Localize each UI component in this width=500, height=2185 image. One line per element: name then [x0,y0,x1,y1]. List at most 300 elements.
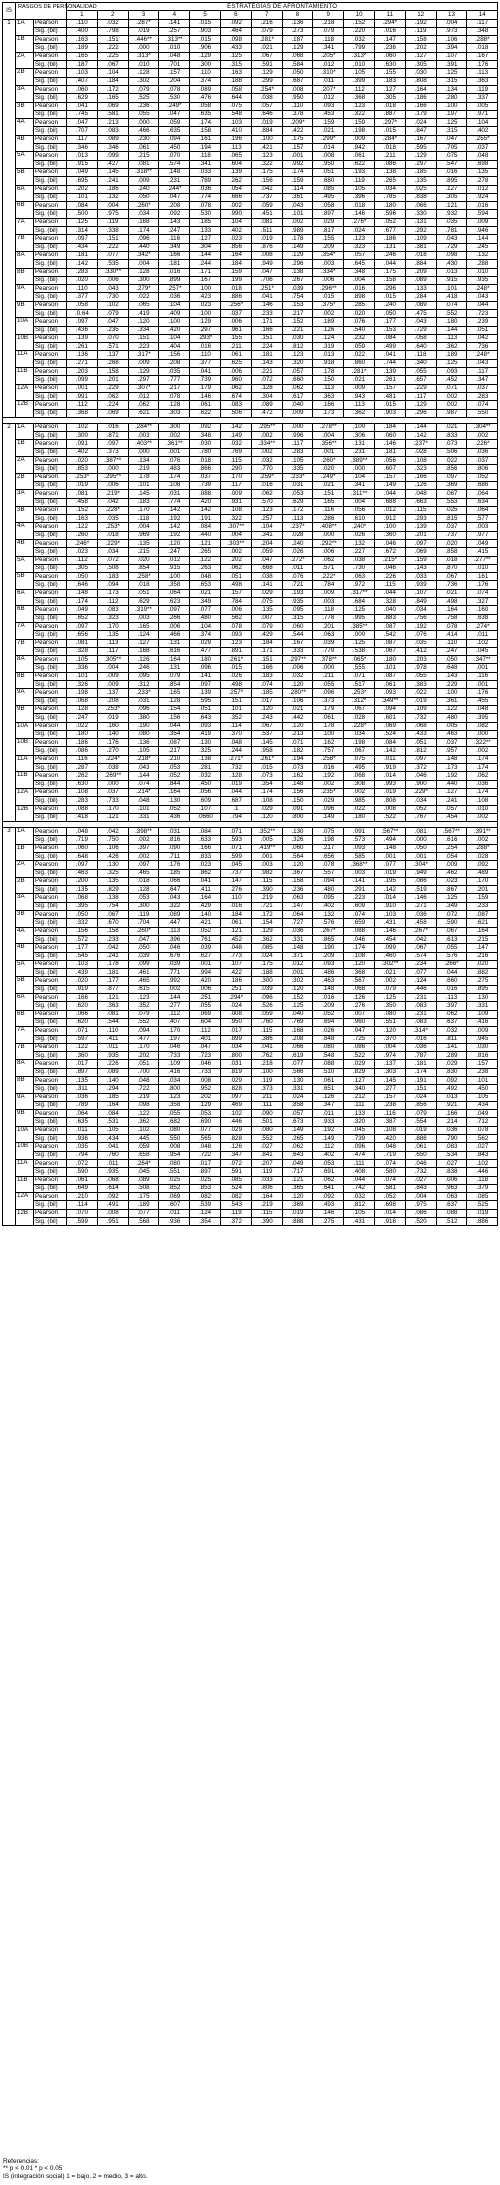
sig-value: .199 [220,276,251,284]
pearson-label: Pearson [34,457,67,465]
pearson-value: .009 [436,861,467,869]
sig-value: .238 [467,1068,498,1076]
sig-value: .021 [313,481,344,489]
pearson-value: .052 [374,218,405,226]
pearson-value: .097 [67,318,98,326]
sig-value: .336 [67,664,98,672]
pearson-value: .052 [159,805,190,813]
sig-value: .028 [282,531,313,539]
pearson-value: .159 [220,268,251,276]
sig-value: .347 [220,1151,251,1159]
pearson-value: .072 [436,911,467,919]
pearson-value: .276* [344,218,375,226]
sig-value: .002 [128,836,159,844]
sig-value: .595 [190,697,221,705]
pearson-value: .088 [436,1209,467,1217]
pearson-value: .120 [159,540,190,548]
pearson-value: .054 [220,185,251,193]
pearson-value: .088 [344,927,375,935]
pearson-value: .127 [190,235,221,243]
pearson-value: .074 [467,401,498,409]
sig-label: Sig. (bil) [34,260,67,268]
sig-value: .544 [97,1018,128,1026]
table-row [3,127,498,135]
pearson-value: .288* [467,36,498,44]
sig-value: .921 [436,1101,467,1109]
pearson-value: .062 [313,1176,344,1184]
sig-value: .265 [374,177,405,185]
pearson-value: .089 [128,1176,159,1184]
sig-value: .399 [344,77,375,85]
sig-value: .305 [67,564,98,572]
sig-value: .769 [282,1018,313,1026]
rasgo-cell: 5A [16,960,34,977]
sig-label: Sig. (bil) [34,432,67,440]
pearson-value: .106 [436,36,467,44]
sig-value: .300 [67,432,98,440]
sig-value: .233 [467,902,498,910]
sig-value: .016 [190,343,221,351]
sig-value: .390 [251,1218,282,1226]
sig-value: .268 [97,359,128,367]
pearson-value: .085 [313,185,344,193]
pearson-value: .112 [190,1027,221,1035]
pearson-value: .071 [436,384,467,392]
is-group-cell: 3 [3,828,16,1226]
sig-value: .062 [97,392,128,400]
table-row [3,285,498,293]
table-body [3,19,498,1226]
pearson-value: .086 [405,1209,436,1217]
sig-value: .395 [67,902,98,910]
sig-value: .241 [97,952,128,960]
pearson-value: .060 [67,85,98,93]
pearson-value: .118 [405,351,436,359]
pearson-value: .004 [128,523,159,531]
sig-value: .843 [467,1151,498,1159]
pearson-value: .108 [67,788,98,796]
sig-value: .552 [436,309,467,317]
rasgo-cell: 4A [16,523,34,540]
pearson-value: .002 [282,218,313,226]
table-row [3,36,498,44]
sig-value: .213 [282,730,313,738]
sig-value: .074 [251,681,282,689]
pearson-value: .037 [436,739,467,747]
pearson-value: .195 [374,877,405,885]
pearson-value: .139 [190,689,221,697]
sig-value: .217 [159,747,190,755]
sig-value: .000 [405,836,436,844]
sig-value: .010 [128,61,159,69]
pearson-value: .266* [436,960,467,968]
rasgo-cell: 11A [16,1159,34,1176]
sig-value: .360 [374,531,405,539]
sig-value: .458 [67,498,98,506]
pearson-value: .176 [467,689,498,697]
pearson-value: .100 [159,573,190,581]
table-row [3,119,498,127]
table-row [3,260,498,268]
sig-value: .174 [67,598,98,606]
sig-value: .895 [467,985,498,993]
sig-value: .001 [159,448,190,456]
pearson-value: .020 [436,540,467,548]
pearson-value: .193 [344,168,375,176]
pearson-value: .122 [67,523,98,531]
sig-value: .971 [467,110,498,118]
pearson-value: .034 [405,606,436,614]
sig-value: .312 [128,681,159,689]
pearson-value: .061 [405,1143,436,1151]
sig-value: .176 [467,61,498,69]
sig-value: .462 [436,869,467,877]
table-row [3,564,498,572]
pearson-value: .123 [344,102,375,110]
pearson-value: .213 [97,119,128,127]
pearson-value: .124 [405,977,436,985]
sig-value: .852 [159,1184,190,1192]
sig-value: .950 [282,94,313,102]
rasgo-cell: 12A [16,384,34,401]
rasgo-cell: 8A [16,656,34,673]
pearson-value: .110 [67,285,98,293]
sig-label: Sig. (bil) [34,448,67,456]
sig-value: .604 [190,1018,221,1026]
pearson-value: .097 [67,622,98,630]
pearson-value: .071 [220,828,251,836]
pearson-value: .025 [190,1176,221,1184]
pearson-value: .240* [344,523,375,531]
pearson-value: .237* [282,523,313,531]
sig-value: .722 [190,1151,221,1159]
pearson-label: Pearson [34,368,67,376]
sig-value: .202 [405,44,436,52]
sig-value: .050 [128,193,159,201]
pearson-value: .016 [436,168,467,176]
pearson-value: .214* [128,788,159,796]
pearson-value: .103 [67,960,98,968]
pearson-value: .134 [128,457,159,465]
sig-value: .363 [313,392,344,400]
table-row [3,465,498,473]
pearson-value: .050 [405,844,436,852]
sig-value: .010 [159,44,190,52]
pearson-value: .061 [67,1176,98,1184]
sig-value: .067 [374,647,405,655]
pearson-value: .029 [344,1060,375,1068]
sig-value: .209 [313,1002,344,1010]
sig-value: .000 [97,780,128,788]
sig-value: .000 [97,465,128,473]
pearson-value: .032 [251,457,282,465]
pearson-value: .187 [282,36,313,44]
pearson-value: .115 [220,457,251,465]
sig-value: .352 [220,714,251,722]
pearson-value: .029 [220,1126,251,1134]
rasgo-cell: 9A [16,1093,34,1110]
pearson-label: Pearson [34,301,67,309]
table-row [3,714,498,722]
pearson-value: .063 [282,894,313,902]
sig-value: .368 [344,969,375,977]
pearson-value: .019 [374,788,405,796]
sig-value: .677 [374,227,405,235]
pearson-value: .228* [344,722,375,730]
sig-value: .542 [374,631,405,639]
pearson-value: .141 [344,877,375,885]
sig-value: .019 [405,697,436,705]
pearson-value: .050 [128,944,159,952]
sig-value: .086 [374,160,405,168]
sig-value: .000 [128,44,159,52]
pearson-value: .018 [436,556,467,564]
pearson-value: .057 [282,368,313,376]
sig-value: .789 [190,177,221,185]
sig-value: .283 [467,392,498,400]
table-row [3,960,498,968]
pearson-label: Pearson [34,861,67,869]
sig-value: .142 [67,260,98,268]
sig-value: .131 [159,664,190,672]
sig-value: .315 [436,77,467,85]
pearson-value: .163 [67,36,98,44]
sig-value: .945 [467,1035,498,1043]
sig-value: .721 [282,581,313,589]
sig-value: .535 [97,260,128,268]
pearson-label: Pearson [34,540,67,548]
pearson-value: .043 [405,318,436,326]
sig-value: .958 [251,747,282,755]
sig-value: .261 [67,343,98,351]
pearson-value: .153 [282,301,313,309]
pearson-label: Pearson [34,739,67,747]
pearson-value: .041 [251,1043,282,1051]
sig-value: .125 [282,1002,313,1010]
pearson-value: .130 [282,1077,313,1085]
footnote-title: Referencias: [3,2158,39,2165]
table-row [3,886,498,894]
pearson-value: .118 [313,606,344,614]
pearson-value: .093 [190,722,221,730]
sig-value: .257 [159,27,190,35]
sig-value: .402 [313,902,344,910]
sig-value: .247 [159,548,190,556]
pearson-value: .132 [313,911,344,919]
pearson-value: .085 [220,1176,251,1184]
sig-label: Sig. (bil) [34,276,67,284]
sig-value: .044 [374,260,405,268]
table-row [3,490,498,498]
footnotes [3,2158,147,2180]
table-row [3,1143,498,1151]
pearson-value: .122 [128,1110,159,1118]
sig-value: .461 [128,969,159,977]
pearson-value: .062 [220,384,251,392]
pearson-value: .041 [190,877,221,885]
sig-value: .773 [220,952,251,960]
pearson-value: .172 [251,911,282,919]
sig-value: .059 [251,548,282,556]
sig-value: .643 [190,714,221,722]
sig-value: .149 [313,813,344,821]
sig-value: .650 [405,1151,436,1159]
sig-value: .003 [344,869,375,877]
pearson-value: .136 [128,739,159,747]
sig-value: .158 [190,127,221,135]
rasgo-cell: 5B [16,573,34,590]
sig-value: .092 [159,210,190,218]
sig-value: .261 [374,376,405,384]
sig-value: .754 [97,902,128,910]
pearson-value: .023 [220,235,251,243]
sig-value: .727 [282,919,313,927]
pearson-value: .092 [97,1193,128,1201]
sig-value: .034 [97,548,128,556]
pearson-value: .419** [251,844,282,852]
pearson-value: .003 [467,523,498,531]
pearson-value: .226 [374,573,405,581]
pearson-value: .119 [467,85,498,93]
pearson-value: .090 [159,844,190,852]
pearson-value: .225 [97,52,128,60]
sig-value: .886 [405,1135,436,1143]
sig-value: .021 [374,969,405,977]
table-row [3,384,498,392]
pearson-value: .152 [282,318,313,326]
table-row [3,581,498,589]
pearson-value: .148 [282,944,313,952]
sig-value: .565 [190,1135,221,1143]
pearson-value: .128 [67,705,98,713]
sig-value: .015 [374,293,405,301]
sig-value: .338 [97,227,128,235]
sig-value: .658 [128,1151,159,1159]
table-row [3,573,498,581]
sig-value: .544 [282,631,313,639]
pearson-value: .009 [467,218,498,226]
pearson-value: .092 [313,1193,344,1201]
table-row [3,548,498,556]
pearson-value: .008 [97,1209,128,1217]
pearson-value: .105 [344,185,375,193]
pearson-value: .156 [159,351,190,359]
rasgo-cell: 12B [16,401,34,418]
sig-value: .028 [405,448,436,456]
sig-value: .761 [190,935,221,943]
pearson-label: Pearson [34,490,67,498]
pearson-value: .022 [436,457,467,465]
pearson-value: .138 [190,755,221,763]
sig-value: .899 [220,1035,251,1043]
pearson-value: .013 [436,1093,467,1101]
sig-value: .949 [251,260,282,268]
pearson-value: .002 [344,788,375,796]
sig-value: .197 [159,1035,190,1043]
table-row [3,722,498,730]
sig-value: .870 [436,564,467,572]
pearson-value: .165 [128,622,159,630]
rasgos-header: RASGOS DE PERSONALIDAD [16,3,67,20]
table-row [3,61,498,69]
sig-value: .036 [467,448,498,456]
pearson-value: .072 [67,1159,98,1167]
sig-value: .001 [467,681,498,689]
sig-value: .094 [97,581,128,589]
sig-value: .374 [190,77,221,85]
pearson-value: .001 [67,384,98,392]
pearson-value: .024 [405,119,436,127]
sig-value: .574 [405,952,436,960]
sig-value: .326 [282,836,313,844]
table-row [3,540,498,548]
pearson-value: .267* [313,927,344,935]
sig-value: .026 [282,548,313,556]
sig-value: .646 [67,581,98,589]
sig-value: .950 [220,1018,251,1026]
pearson-value: .147 [220,877,251,885]
sig-value: .291 [344,886,375,894]
sig-value: .815 [436,515,467,523]
sig-label: Sig. (bil) [34,969,67,977]
column-header: 14 [467,11,498,19]
pearson-value: .174 [159,473,190,481]
sig-value: .244 [220,747,251,755]
sig-value: .331 [282,1085,313,1093]
pearson-value: .171 [190,268,221,276]
pearson-value: .397 [128,844,159,852]
pearson-value: .175 [282,135,313,143]
sig-value: .006 [282,664,313,672]
pearson-label: Pearson [34,927,67,935]
sig-value: .915 [436,276,467,284]
pearson-value: .021 [436,423,467,431]
column-header: 3 [128,11,159,19]
pearson-value: .011 [374,755,405,763]
pearson-value: .313** [159,36,190,44]
sig-value: .584 [282,61,313,69]
sig-value: .135 [67,886,98,894]
table-row [3,747,498,755]
rasgo-cell: 12A [16,788,34,805]
sig-value: .378 [282,110,313,118]
sig-value: .062 [220,564,251,572]
table-row [3,85,498,93]
table-row [3,672,498,680]
sig-value: .616 [436,836,467,844]
pearson-value: .085 [251,944,282,952]
sig-value: .635 [67,1118,98,1126]
sig-value: .811 [436,1035,467,1043]
pearson-value: .158 [282,877,313,885]
column-header: 2 [97,11,128,19]
sig-label: Sig. (bil) [34,836,67,844]
pearson-value: .211 [374,152,405,160]
sig-value: .304 [251,392,282,400]
sig-value: .903 [374,409,405,417]
pearson-value: .104 [190,622,221,630]
column-header: 6 [220,11,251,19]
sig-value: .031 [128,697,159,705]
pearson-value: .181 [251,351,282,359]
sig-value: .187 [67,61,98,69]
sig-value: .466 [159,631,190,639]
sig-value: .002 [159,432,190,440]
pearson-value: .006 [220,606,251,614]
sig-value: .975 [405,1201,436,1209]
sig-value: .293 [405,515,436,523]
sig-value: .737 [251,193,282,201]
